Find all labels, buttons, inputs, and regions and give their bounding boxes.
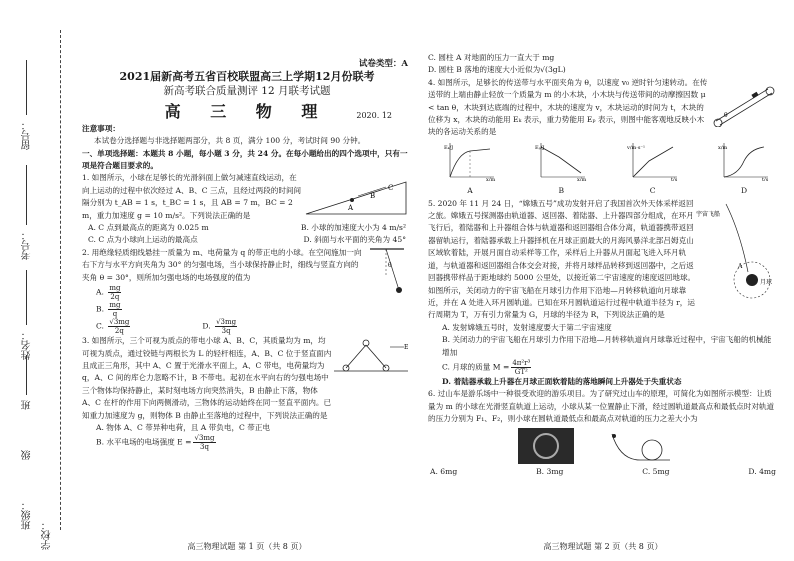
x-label: x/m (486, 176, 496, 181)
paper-type: 试卷类型：A (358, 59, 408, 69)
page-2 (428, 0, 778, 561)
label-b: B (370, 192, 376, 201)
rollercoaster-photo (518, 428, 574, 464)
question-4 (428, 77, 778, 198)
q3-rods-figure (332, 337, 410, 377)
ball (612, 434, 616, 438)
charged-ball (396, 287, 402, 293)
q3-option-b[interactable]: B. 水平电场的电场强度 E = $\frac{√3mg}{3q}$ (96, 434, 215, 452)
graph-d-svg (718, 141, 770, 181)
q1-option-d[interactable]: D. 斜面与水平面的夹角为 45° (303, 235, 406, 245)
moon (746, 274, 758, 286)
question-5 (428, 198, 778, 389)
binding-cut-line (60, 30, 61, 530)
q6-stem: 6. 过山车是游乐场中一种很受欢迎的游乐项目。为了研究过山车的原理，可简化为如图所示模型：让质量为 m 的小球在光滑竖直轨道上运动，小球从某一位置静止下滑，经过圆轨道最高点和最低点时对轨道的压力分别为 F₁、F₂，则小球在圆轨道最低点和最高点对轨道的压力之差大小为 (428, 389, 775, 424)
q5-option-b[interactable]: B. 关闭动力的宇宙飞船在月球引力作用下沿地—月转移轨道向月球靠近过程中，宇宙飞船的机械能增加 (442, 335, 772, 357)
label-c: C (388, 184, 394, 193)
q5-option-c[interactable]: C. 月球的质量 M = $\frac{\text{4π²r³}}{\text{GT²}}$ (442, 358, 531, 376)
q5-option-a[interactable]: A. 发射嫦娥五号时，发射速度要大于第二宇宙速度 (442, 322, 612, 332)
q1-stem: 1. 如图所示，小球在足够长的光滑斜面上做匀减速直线运动，在向上运动的过程中依次经过 A、B、C 三点，且经过两段的时间间隔分别为 t_AB = 1 s，t_BC = 1 s，且 AB = 7 m，BC = 2 m，重力加速度 g = 10 m/s²。下列说法正确的是 (82, 173, 302, 220)
loop-silhouette (518, 428, 574, 464)
label-spacecraft: 宇宙飞船 (696, 210, 721, 218)
binding-label-number: 考号： (22, 230, 33, 260)
q1-option-a[interactable]: A. C 点到最高点的距离为 0.025 m (88, 223, 209, 233)
q2-option-a[interactable]: A. $\frac{mg}{2q}$ (96, 284, 121, 302)
q5-orbit-figure (696, 202, 778, 302)
field-label: E (404, 344, 409, 352)
q3-option-c[interactable]: C. 圆柱 A 对地面的压力一直大于 mg (428, 53, 555, 62)
q1-incline-figure (302, 174, 410, 218)
y-label: Eₖ/J (444, 144, 454, 151)
curve (633, 147, 673, 177)
binding-blank-class (26, 355, 27, 395)
binding-label-seat: 留号： (22, 120, 33, 150)
q6-options (428, 466, 778, 478)
notes-heading: 注意事项： (82, 123, 120, 133)
exam-date: 2020. 12 (356, 111, 392, 121)
q2-options-cd (96, 318, 412, 335)
binding-blank-number (26, 165, 27, 225)
page-1 (82, 0, 412, 561)
section1-heading: 一、单项选择题：本题共 8 小题，每小题 3 分，共 24 分。在每小题给出的四个选项中，只有一项是符合题目要求的。 (82, 148, 408, 171)
y-label: v/m·s⁻¹ (626, 144, 645, 151)
rod-right (366, 345, 386, 368)
question-2 (82, 247, 412, 335)
binding-label-school: 学校： (42, 520, 53, 550)
q4-graph-d[interactable]: x/m t/s D (718, 141, 770, 198)
transfer-orbit (726, 204, 748, 272)
q4-graphs (444, 141, 770, 198)
q5-option-d[interactable]: D. 着陆器承载上升器在月球正面软着陆的落地瞬间上升器处于失重状态 (442, 376, 682, 386)
rod-left (346, 345, 366, 368)
x-label: t/s (761, 176, 769, 181)
q3-option-a[interactable]: A. 物体 A、C 带异种电荷，且 A 带负电，C 带正电 (96, 422, 271, 432)
q2-option-b[interactable]: B. $\frac{mg}{q}$ (96, 301, 121, 319)
binding-label-class: 班级： (22, 500, 33, 530)
wood-block (751, 92, 758, 99)
q6-option-c[interactable]: C. 5mg (642, 466, 670, 476)
q4-conveyor-figure (710, 81, 778, 127)
graph-b-svg (535, 141, 587, 181)
q1-option-b[interactable]: B. 小球的加速度大小为 4 m/s² (300, 223, 406, 233)
q6-option-b[interactable]: B. 3mg (536, 466, 564, 476)
q6-option-a[interactable]: A. 6mg (430, 466, 458, 476)
x-label: x/m (577, 176, 587, 181)
question-3 (82, 335, 412, 451)
exam-name: 2021届新高考五省百校联盟高三上学期12月份联考 (119, 70, 375, 84)
q4-graph-a[interactable]: Eₖ/J x/m A (444, 141, 496, 198)
q2-option-c[interactable]: C. $\frac{√3mg}{2q}$ (96, 318, 130, 336)
x-label: t/s (670, 176, 677, 181)
q4-graph-b[interactable]: Eₚ/J x/m B (535, 141, 587, 198)
loop (642, 440, 662, 460)
q3-option-d[interactable]: D. 圆柱 B 落地的速度大小近似为√(3gL) (428, 65, 566, 75)
belt-bottom (720, 93, 772, 125)
graph-a-svg (444, 141, 496, 181)
label-moon: 月球 (760, 278, 773, 286)
q2-options (82, 284, 412, 335)
q4-graph-c[interactable]: v/m·s⁻¹ t/s C (627, 141, 679, 198)
page-1-footer: 高三物理试题 第 1 页（共 8 页） (187, 541, 307, 551)
notes-text: 本试卷分选择题与非选择题两部分，共 8 页，满分 100 分，考试时间 90 分钟。 (94, 136, 366, 146)
label-point-a: A (738, 262, 743, 270)
subject-title: 高 三 物 理 (164, 102, 330, 122)
q4-stem: 4. 如图所示，足够长的传送带与水平面夹角为 θ，以速度 v₀ 逆时针匀速转动。在传送带的上端由静止轻放一个质量为 m 的小木块，小木块与传送带间的动摩擦因数 μ < tan θ，木块到达底端的过程中，木块的速度为 v，木块运动的时间为 t，木块的位移为 x，木块的动能用 Eₖ 表示，重力势能用 Eₚ 表示，则图中能客观地反映小木块的各运动关系的是 (428, 77, 708, 137)
label-a: A (348, 204, 354, 213)
binding-strip (0, 0, 80, 561)
graph-c-svg (627, 141, 679, 181)
binding-label-row2: 级 (22, 450, 33, 460)
binding-label-row1: 班 (22, 400, 33, 410)
y-label: Eₚ/J (535, 144, 545, 151)
theta-label: θ (724, 111, 728, 119)
exam-subtitle: 新高考联合质量测评 12 月联考试题 (163, 85, 331, 98)
question-6 (428, 388, 778, 478)
q3-stem: 3. 如图所示，三个可视为质点的带电小球 A、B、C，其质量均为 m，均可视为质点，通过铰链与两根长为 L 的轻杆相连，A、B、C 位于竖直面内且成正三角形，其中 A、C 置于光滑水平面上，A、C 带电，电荷量均为 q，A、C 间的库仑力忽略不计，B 不带电。起初在水平向右的匀强电场中三个物体均保持静止，某时刻电场方向突然消失，B 由静止下落，物体 A、C 在杆的作用下向两侧滑动，三物体的运动始终在同一竖直平面内。已知重力加速度为 g，则物体 B 由静止至落地的过程中，下列说法正确的是 (82, 336, 332, 420)
question-1 (82, 172, 412, 246)
binding-blank-seat (26, 60, 27, 115)
q2-stem: 2. 用绝缘轻质细线悬挂一质量为 m、电荷量为 q 的带正电的小球。在空间施加一向右下方与水平方向夹角为 30° 的匀强电场，当小球保持静止时，细线与竖直方向的夹角 θ = 30°，则所加匀强电场的电场强度的值为 (82, 247, 362, 282)
q1-options-2 (82, 234, 412, 246)
q1-options (82, 222, 412, 234)
q5-stem: 5. 2020 年 11 月 24 日，“嫦娥五号”成功发射开启了我国首次外天体采样返回之旅。嫦娥五号探测器由轨道器、返回器、着陆器、上升器四部分组成，在环月飞行后，着陆器和上升器组合体与轨道器和返回器组合体分离，轨道器携带返回器留轨运行，着陆器承载上升器择机在月球正面最大的月海风暴洋北部吕姆克山区域软着陆，开展月面自动采样等工作，采样后上升器从月面起飞进入环月轨道，与轨道器和返回器组合体交会对接，并将月球样品转移到返回器中，之后返回器携带样品于距地球约 5000 公里处，以接近第二宇宙速度的速度返回地球。如图所示，关闭动力的宇宙飞船在月球引力作用下沿地—月转移轨道向月球靠近，并在 A 处进入环月圆轨道。已知在环月圆轨道运行过程中轨道半径为 r，运行周期为 T，万有引力常量为 G，月球的半径为 R，下列说法正确的是 (428, 198, 696, 320)
q6-option-d[interactable]: D. 4mg (748, 466, 776, 476)
page-title (82, 102, 412, 122)
y-label: x/m (717, 144, 728, 151)
binding-blank-name (26, 270, 27, 325)
ball-a (350, 198, 354, 202)
curve (724, 147, 764, 177)
theta-label: θ (388, 261, 392, 269)
q6-figures (428, 426, 778, 466)
loop-track-diagram (610, 430, 678, 464)
q2-option-d[interactable]: D. $\frac{√3mg}{3q}$ (202, 318, 237, 336)
q2-pendulum-figure (364, 247, 408, 307)
page-2-footer: 高三物理试题 第 2 页（共 8 页） (543, 541, 663, 551)
binding-label-name: 姓名： (22, 330, 33, 360)
curve (541, 147, 581, 173)
q1-option-c[interactable]: C. C 点为小球向上运动的最高点 (88, 235, 198, 245)
